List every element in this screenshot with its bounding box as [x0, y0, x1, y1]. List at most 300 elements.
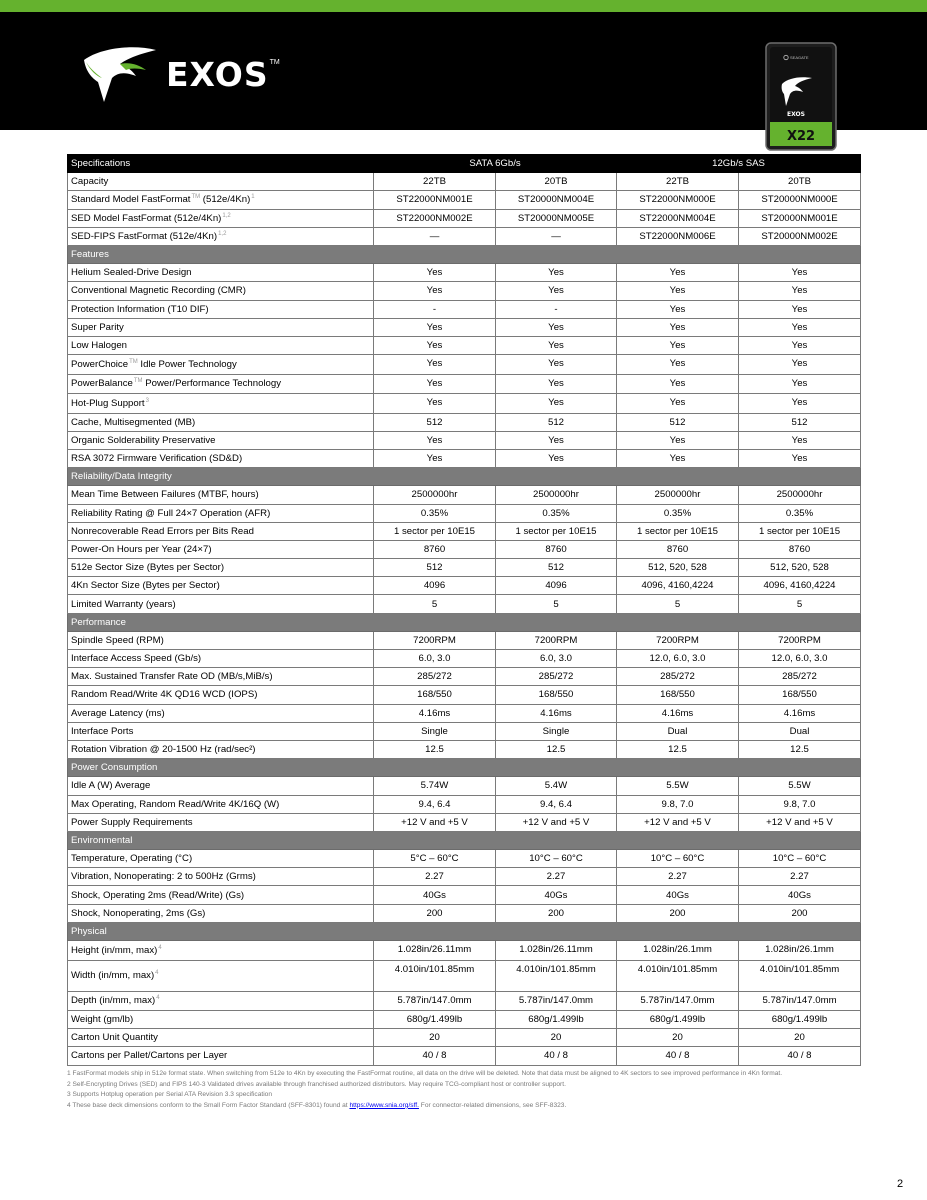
- table-cell: Yes: [374, 336, 496, 354]
- footnote-reference: 1,2: [222, 212, 231, 219]
- table-cell: 285/272: [374, 668, 496, 686]
- table-row: [68, 595, 861, 613]
- row-label-text: Weight (gm/lb): [71, 1014, 134, 1026]
- table-row: [68, 960, 861, 991]
- row-label-text: Power Supply Requirements: [71, 816, 193, 828]
- section-header-row: [68, 831, 861, 849]
- footnote-3: 3 Supports Hotplug operation per Serial ATA Revision 3.3 specification: [67, 1091, 273, 1099]
- table-cell: 5: [374, 595, 496, 613]
- footnote-1: 1 FastFormat models ship in 512e format state. When switching from 512e to 4Kn by executing the FastFormat routine, all data on the drive will be deleted. Note that data must be aligned to 4K sectors to see improved performance in 4Kn format.: [67, 1070, 783, 1077]
- table-cell: 4.010in/101.85mm: [617, 960, 739, 991]
- row-label: [68, 173, 374, 191]
- row-label: [68, 722, 374, 740]
- table-cell: 512: [374, 559, 496, 577]
- drive-model-label: X22: [786, 129, 816, 144]
- table-cell: Yes: [617, 374, 739, 394]
- table-cell: 0.35%: [374, 504, 496, 522]
- trademark-mark: TM: [269, 58, 280, 66]
- table-cell: 9.4, 6.4: [496, 795, 617, 813]
- row-label: [68, 595, 374, 613]
- table-row: [68, 522, 861, 540]
- footnote-reference: 3: [145, 397, 149, 404]
- table-cell: Yes: [739, 355, 861, 375]
- table-row: [68, 795, 861, 813]
- table-row: [68, 431, 861, 449]
- table-cell: ST22000NM004E: [617, 209, 739, 227]
- table-cell: ST22000NM000E: [617, 191, 739, 209]
- row-label-text: 512e Sector Size (Bytes per Sector): [71, 562, 225, 574]
- table-cell: 4.16ms: [496, 704, 617, 722]
- table-cell: 10°C – 60°C: [496, 850, 617, 868]
- row-label: [68, 941, 374, 961]
- table-cell: Yes: [496, 449, 617, 467]
- table-cell: Yes: [374, 282, 496, 300]
- table-cell: 512: [374, 413, 496, 431]
- row-label-text: Reliability Rating @ Full 24×7 Operation (AFR): [71, 507, 271, 519]
- row-label-text: Spindle Speed (RPM): [71, 634, 164, 646]
- table-cell: 7200RPM: [496, 631, 617, 649]
- table-cell: Yes: [739, 336, 861, 354]
- table-cell: Yes: [496, 336, 617, 354]
- table-cell: 1 sector per 10E15: [617, 522, 739, 540]
- table-cell: 680g/1.499lb: [617, 1011, 739, 1029]
- table-cell: 40 / 8: [739, 1047, 861, 1065]
- table-cell: 4.010in/101.85mm: [496, 960, 617, 991]
- row-label-text: Interface Access Speed (Gb/s): [71, 653, 202, 665]
- row-label-text: Conventional Magnetic Recording (CMR): [71, 285, 246, 297]
- row-label-text: Max. Sustained Transfer Rate OD (MB/s,MiB/s): [71, 671, 273, 683]
- row-label: [68, 504, 374, 522]
- specifications-table: [67, 154, 861, 1066]
- table-row: [68, 191, 861, 209]
- table-row: [68, 300, 861, 318]
- row-label: [68, 431, 374, 449]
- table-cell: 22TB: [374, 173, 496, 191]
- row-label-text: Power-On Hours per Year (24×7): [71, 543, 212, 555]
- table-cell: Yes: [739, 374, 861, 394]
- table-cell: 1 sector per 10E15: [739, 522, 861, 540]
- row-label: [68, 850, 374, 868]
- sas-group-header: 12Gb/s SAS: [617, 155, 861, 173]
- table-cell: 40Gs: [617, 886, 739, 904]
- row-label: [68, 449, 374, 467]
- table-cell: 200: [496, 904, 617, 922]
- row-label: [68, 668, 374, 686]
- table-cell: 200: [739, 904, 861, 922]
- row-label: [68, 227, 374, 245]
- row-label: [68, 631, 374, 649]
- table-cell: -: [374, 300, 496, 318]
- table-cell: Yes: [374, 449, 496, 467]
- table-cell: —: [496, 227, 617, 245]
- row-label-text: Helium Sealed-Drive Design: [71, 267, 192, 279]
- table-cell: 512: [739, 413, 861, 431]
- row-label-text: Width (in/mm, max): [71, 970, 155, 982]
- table-row: [68, 668, 861, 686]
- table-cell: 20: [617, 1029, 739, 1047]
- row-label-text: 4Kn Sector Size (Bytes per Sector): [71, 580, 220, 592]
- accent-stripe: [0, 0, 927, 12]
- table-cell: 512, 520, 528: [739, 559, 861, 577]
- row-label: [68, 191, 374, 209]
- table-cell: 40Gs: [374, 886, 496, 904]
- table-cell: 4.010in/101.85mm: [739, 960, 861, 991]
- table-row: [68, 173, 861, 191]
- row-label: [68, 282, 374, 300]
- table-cell: 4.16ms: [617, 704, 739, 722]
- row-label-text: Shock, Operating 2ms (Read/Write) (Gs): [71, 889, 245, 901]
- table-cell: 4096: [496, 577, 617, 595]
- table-cell: ST20000NM001E: [739, 209, 861, 227]
- row-label-text: Max Operating, Random Read/Write 4K/16Q (W): [71, 798, 280, 810]
- table-cell: Yes: [617, 300, 739, 318]
- table-cell: 4096: [374, 577, 496, 595]
- table-cell: Yes: [617, 318, 739, 336]
- row-label-text: Cache, Multisegmented (MB): [71, 416, 196, 428]
- table-cell: Yes: [374, 431, 496, 449]
- table-cell: 6.0, 3.0: [496, 650, 617, 668]
- table-cell: Dual: [739, 722, 861, 740]
- table-cell: ST20000NM002E: [739, 227, 861, 245]
- table-cell: 1.028in/26.1mm: [739, 941, 861, 961]
- row-label-text: Vibration, Nonoperating: 2 to 500Hz (Grms): [71, 871, 256, 883]
- table-cell: ST20000NM000E: [739, 191, 861, 209]
- row-label: [68, 336, 374, 354]
- table-row: [68, 813, 861, 831]
- table-row: [68, 1047, 861, 1065]
- row-label: [68, 795, 374, 813]
- table-row: [68, 904, 861, 922]
- table-cell: Yes: [739, 300, 861, 318]
- table-cell: 40 / 8: [496, 1047, 617, 1065]
- footnotes: [67, 1069, 847, 1111]
- row-label-text: Limited Warranty (years): [71, 598, 176, 610]
- table-row: [68, 336, 861, 354]
- table-row: [68, 559, 861, 577]
- table-cell: +12 V and +5 V: [739, 813, 861, 831]
- row-label-text: Random Read/Write 4K QD16 WCD (IOPS): [71, 689, 258, 701]
- row-label-text: SED-FIPS FastFormat (512e/4Kn): [71, 230, 218, 242]
- table-cell: ST22000NM001E: [374, 191, 496, 209]
- table-cell: 9.4, 6.4: [374, 795, 496, 813]
- table-cell: 20: [374, 1029, 496, 1047]
- table-cell: 680g/1.499lb: [374, 1011, 496, 1029]
- table-cell: 168/550: [374, 686, 496, 704]
- section-title: Reliability/Data Integrity: [68, 468, 861, 486]
- table-cell: 2500000hr: [617, 486, 739, 504]
- table-cell: 5.5W: [617, 777, 739, 795]
- row-label-text: Cartons per Pallet/Cartons per Layer: [71, 1050, 228, 1062]
- table-cell: ST22000NM006E: [617, 227, 739, 245]
- table-cell: 12.0, 6.0, 3.0: [617, 650, 739, 668]
- row-label: [68, 777, 374, 795]
- table-cell: Yes: [496, 431, 617, 449]
- specifications-header: Specifications: [68, 155, 374, 173]
- footnote-reference: 1: [251, 194, 255, 201]
- table-cell: ST22000NM002E: [374, 209, 496, 227]
- table-cell: 9.8, 7.0: [617, 795, 739, 813]
- table-cell: 12.5: [739, 740, 861, 758]
- row-label-text: Hot-Plug Support: [71, 397, 145, 409]
- row-label-text: Mean Time Between Failures (MTBF, hours): [71, 489, 259, 501]
- row-label-text: Low Halogen: [71, 339, 128, 351]
- table-cell: 5°C – 60°C: [374, 850, 496, 868]
- table-cell: 512: [617, 413, 739, 431]
- section-title: Features: [68, 245, 861, 263]
- table-cell: 680g/1.499lb: [739, 1011, 861, 1029]
- table-cell: Yes: [617, 431, 739, 449]
- row-label-text: SED Model FastFormat (512e/4Kn): [71, 212, 222, 224]
- table-cell: 1.028in/26.1mm: [617, 941, 739, 961]
- snia-sff-link[interactable]: https://www.snia.org/sff.: [349, 1101, 419, 1109]
- footnote-reference: 4: [156, 995, 160, 1002]
- table-cell: Yes: [739, 431, 861, 449]
- table-cell: 0.35%: [617, 504, 739, 522]
- table-cell: Yes: [496, 394, 617, 414]
- row-label: [68, 1047, 374, 1065]
- table-row: [68, 740, 861, 758]
- sata-group-header: SATA 6Gb/s: [374, 155, 617, 173]
- table-cell: Yes: [617, 355, 739, 375]
- footnote-reference: 4: [158, 944, 162, 951]
- table-cell: 5: [739, 595, 861, 613]
- trademark-superscript: TM: [191, 194, 201, 201]
- table-cell: Yes: [739, 449, 861, 467]
- footnote-4: [67, 1101, 847, 1112]
- row-label-suffix: (512e/4Kn): [200, 194, 251, 206]
- table-row: [68, 264, 861, 282]
- table-cell: 20TB: [739, 173, 861, 191]
- table-cell: Yes: [374, 355, 496, 375]
- row-label: [68, 868, 374, 886]
- table-cell: 2.27: [374, 868, 496, 886]
- footnote-reference: 4: [155, 969, 159, 976]
- table-row: [68, 991, 861, 1011]
- section-header-row: [68, 759, 861, 777]
- table-cell: Yes: [617, 336, 739, 354]
- row-label: [68, 413, 374, 431]
- table-cell: Yes: [374, 264, 496, 282]
- row-label: [68, 740, 374, 758]
- table-row: [68, 413, 861, 431]
- table-cell: 5.4W: [496, 777, 617, 795]
- table-cell: Yes: [739, 394, 861, 414]
- table-cell: Yes: [374, 374, 496, 394]
- row-label: [68, 904, 374, 922]
- table-cell: 10°C – 60°C: [617, 850, 739, 868]
- table-cell: 1.028in/26.11mm: [374, 941, 496, 961]
- table-cell: 12.5: [617, 740, 739, 758]
- exos-emblem-icon: [80, 42, 160, 106]
- table-cell: 12.5: [496, 740, 617, 758]
- table-row: [68, 650, 861, 668]
- table-cell: 512, 520, 528: [617, 559, 739, 577]
- table-cell: 5.787in/147.0mm: [374, 991, 496, 1011]
- table-cell: 20TB: [496, 173, 617, 191]
- row-label: [68, 704, 374, 722]
- table-row: [68, 868, 861, 886]
- row-label: [68, 577, 374, 595]
- row-label: [68, 486, 374, 504]
- table-cell: 2.27: [617, 868, 739, 886]
- row-label-text: Average Latency (ms): [71, 707, 165, 719]
- row-label-text: Idle A (W) Average: [71, 780, 151, 792]
- table-cell: Yes: [496, 282, 617, 300]
- table-cell: 5.787in/147.0mm: [496, 991, 617, 1011]
- table-row: [68, 355, 861, 375]
- table-cell: 168/550: [617, 686, 739, 704]
- table-cell: 4.16ms: [739, 704, 861, 722]
- table-cell: Yes: [617, 282, 739, 300]
- table-cell: 512: [496, 413, 617, 431]
- trademark-superscript: TM: [133, 378, 143, 385]
- table-cell: 2.27: [496, 868, 617, 886]
- table-cell: 40 / 8: [617, 1047, 739, 1065]
- row-label-suffix: Power/Performance Technology: [142, 378, 282, 390]
- table-row: [68, 704, 861, 722]
- table-row: [68, 941, 861, 961]
- table-cell: 7200RPM: [617, 631, 739, 649]
- table-row: [68, 449, 861, 467]
- table-row: [68, 1029, 861, 1047]
- table-cell: 8760: [374, 540, 496, 558]
- table-cell: 285/272: [496, 668, 617, 686]
- table-cell: 7200RPM: [739, 631, 861, 649]
- table-cell: 5: [496, 595, 617, 613]
- table-cell: 200: [374, 904, 496, 922]
- table-cell: 7200RPM: [374, 631, 496, 649]
- table-cell: 4.010in/101.85mm: [374, 960, 496, 991]
- trademark-superscript: TM: [129, 358, 138, 365]
- table-cell: 2.27: [739, 868, 861, 886]
- table-cell: ST20000NM004E: [496, 191, 617, 209]
- table-row: [68, 577, 861, 595]
- table-cell: 5.787in/147.0mm: [739, 991, 861, 1011]
- table-cell: Yes: [496, 264, 617, 282]
- table-row: [68, 504, 861, 522]
- row-label: [68, 1029, 374, 1047]
- table-cell: 200: [617, 904, 739, 922]
- table-cell: 285/272: [617, 668, 739, 686]
- table-cell: +12 V and +5 V: [617, 813, 739, 831]
- row-label-text: Organic Solderability Preservative: [71, 434, 216, 446]
- row-label-text: Interface Ports: [71, 725, 134, 737]
- table-cell: Yes: [739, 264, 861, 282]
- logo-wordmark: EXOS: [166, 54, 269, 94]
- row-label: [68, 960, 374, 991]
- table-row: [68, 540, 861, 558]
- table-row: [68, 227, 861, 245]
- table-row: [68, 374, 861, 394]
- row-label: [68, 394, 374, 414]
- table-header-row: [68, 155, 861, 173]
- footnote-4-tail: For connector-related dimensions, see SFF-8323.: [418, 1101, 567, 1109]
- row-label: [68, 813, 374, 831]
- table-cell: Yes: [496, 355, 617, 375]
- table-cell: 2500000hr: [496, 486, 617, 504]
- table-cell: Yes: [374, 394, 496, 414]
- table-cell: Yes: [739, 282, 861, 300]
- table-cell: 680g/1.499lb: [496, 1011, 617, 1029]
- row-label-suffix: Idle Power Technology: [137, 358, 237, 370]
- table-cell: 4096, 4160,4224: [617, 577, 739, 595]
- table-cell: 40Gs: [496, 886, 617, 904]
- table-cell: 168/550: [496, 686, 617, 704]
- table-cell: 2500000hr: [739, 486, 861, 504]
- table-cell: Single: [374, 722, 496, 740]
- row-label: [68, 522, 374, 540]
- table-cell: Dual: [617, 722, 739, 740]
- table-row: [68, 850, 861, 868]
- table-cell: 5: [617, 595, 739, 613]
- section-header-row: [68, 468, 861, 486]
- row-label: [68, 686, 374, 704]
- table-row: [68, 209, 861, 227]
- table-cell: 20: [739, 1029, 861, 1047]
- table-cell: Yes: [617, 264, 739, 282]
- row-label: [68, 355, 374, 375]
- table-row: [68, 486, 861, 504]
- row-label: [68, 300, 374, 318]
- table-cell: Yes: [374, 318, 496, 336]
- row-label-text: Capacity: [71, 176, 109, 188]
- drive-brand-text: EXOS: [787, 111, 805, 118]
- table-cell: 6.0, 3.0: [374, 650, 496, 668]
- exos-logo: [80, 42, 280, 106]
- table-row: [68, 394, 861, 414]
- section-title: Performance: [68, 613, 861, 631]
- hard-drive-image: [764, 42, 838, 152]
- table-row: [68, 686, 861, 704]
- row-label-text: Rotation Vibration @ 20-1500 Hz (rad/sec²): [71, 744, 256, 756]
- table-row: [68, 886, 861, 904]
- row-label-text: Depth (in/mm, max): [71, 995, 156, 1007]
- row-label-text: Standard Model FastFormat: [71, 194, 191, 206]
- section-title: Environmental: [68, 831, 861, 849]
- row-label-text: Temperature, Operating (°C): [71, 853, 193, 865]
- row-label-text: RSA 3072 Firmware Verification (SD&D): [71, 453, 243, 465]
- table-cell: 168/550: [739, 686, 861, 704]
- table-cell: 12.0, 6.0, 3.0: [739, 650, 861, 668]
- row-label: [68, 1011, 374, 1029]
- row-label: [68, 209, 374, 227]
- table-cell: Yes: [496, 318, 617, 336]
- row-label: [68, 264, 374, 282]
- table-cell: 285/272: [739, 668, 861, 686]
- table-cell: 4.16ms: [374, 704, 496, 722]
- table-cell: 1 sector per 10E15: [496, 522, 617, 540]
- section-title: Physical: [68, 922, 861, 940]
- table-cell: 4096, 4160,4224: [739, 577, 861, 595]
- row-label: [68, 991, 374, 1011]
- row-label: [68, 559, 374, 577]
- table-cell: -: [496, 300, 617, 318]
- row-label-text: Carton Unit Quantity: [71, 1032, 158, 1044]
- table-row: [68, 282, 861, 300]
- table-cell: 40 / 8: [374, 1047, 496, 1065]
- row-label-text: Height (in/mm, max): [71, 944, 158, 956]
- row-label-text: Shock, Nonoperating, 2ms (Gs): [71, 907, 206, 919]
- table-cell: 0.35%: [739, 504, 861, 522]
- table-row: [68, 722, 861, 740]
- table-cell: 40Gs: [739, 886, 861, 904]
- table-cell: 22TB: [617, 173, 739, 191]
- footnote-2: 2 Self-Encrypting Drives (SED) and FIPS 140-3 Validated drives available through franchised authorized distributors. May require TCG-compliant host or controller support.: [67, 1080, 566, 1088]
- table-cell: 10°C – 60°C: [739, 850, 861, 868]
- table-cell: 9.8, 7.0: [739, 795, 861, 813]
- table-cell: +12 V and +5 V: [374, 813, 496, 831]
- table-cell: 8760: [617, 540, 739, 558]
